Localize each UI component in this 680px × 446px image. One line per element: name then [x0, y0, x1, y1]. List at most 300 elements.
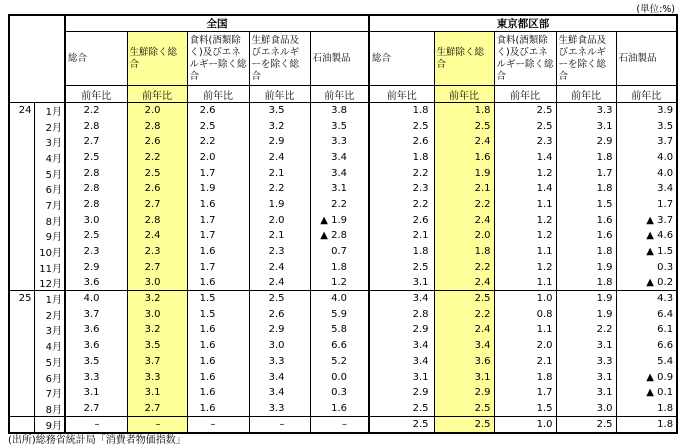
col-header-tokyo-all-items: 総合: [369, 32, 434, 86]
col-header-national-petroleum: 石油製品: [310, 32, 369, 86]
value-cell: 4.0: [616, 165, 677, 181]
value-cell: 2.1: [249, 165, 310, 181]
value-cell: 1.8: [369, 103, 434, 119]
value-cell: 3.0: [65, 212, 127, 228]
col-header-national-ex-food-energy: 食料(酒類除く)及びエネルギー除く総合: [187, 32, 249, 86]
year-cell: [9, 228, 34, 244]
value-cell: 2.4: [434, 134, 494, 150]
column-header-row: [9, 32, 677, 86]
value-cell: 2.2: [249, 181, 310, 197]
value-cell: 3.4: [616, 181, 677, 197]
value-cell: 3.9: [616, 103, 677, 119]
value-cell: 6.6: [310, 338, 369, 354]
value-cell: 3.1: [556, 118, 616, 134]
yoy-header: 前年比: [434, 86, 494, 103]
table-row: [9, 322, 677, 338]
value-cell: 1.8: [556, 150, 616, 166]
value-cell: 2.5: [187, 118, 249, 134]
value-cell: 3.2: [127, 291, 187, 307]
value-cell: 4.0: [310, 291, 369, 307]
year-cell: 25: [9, 291, 34, 307]
value-cell: –: [65, 416, 127, 433]
value-cell: 0.8: [494, 306, 556, 322]
year-cell: [9, 134, 34, 150]
value-cell: –: [310, 416, 369, 433]
value-cell: 2.5: [249, 291, 310, 307]
month-cell: 7月: [34, 197, 65, 213]
col-header-tokyo-ex-fresh-energy: 生鮮食品及びエネルギーを除く総合: [556, 32, 616, 86]
value-cell: 1.8: [494, 369, 556, 385]
value-cell: 0.3: [310, 385, 369, 401]
value-cell: 2.1: [434, 181, 494, 197]
year-cell: [9, 165, 34, 181]
table-row: [9, 338, 677, 354]
value-cell: 3.7: [127, 354, 187, 370]
table-row: [9, 385, 677, 401]
yoy-header: 前年比: [65, 86, 127, 103]
value-cell: 3.3: [556, 103, 616, 119]
value-cell: 2.2: [434, 197, 494, 213]
table-header: [9, 15, 677, 103]
table-row: [9, 244, 677, 260]
year-cell: [9, 212, 34, 228]
value-cell: 2.9: [434, 385, 494, 401]
month-cell: 5月: [34, 354, 65, 370]
value-cell: 1.5: [187, 291, 249, 307]
value-cell: 2.9: [65, 259, 127, 275]
month-cell: 5月: [34, 165, 65, 181]
group-header-row: [9, 15, 677, 32]
value-cell: 2.3: [369, 181, 434, 197]
value-cell: 2.4: [249, 259, 310, 275]
value-cell: 1.6: [187, 338, 249, 354]
table-row: [9, 275, 677, 291]
value-cell: 2.2: [434, 306, 494, 322]
table-row: [9, 306, 677, 322]
value-cell: 2.5: [369, 416, 434, 433]
value-cell: 2.2: [310, 197, 369, 213]
year-cell: [9, 338, 34, 354]
month-cell: 6月: [34, 369, 65, 385]
value-cell: 6.4: [616, 306, 677, 322]
col-header-national-ex-fresh-food: 生鮮除く総合: [127, 32, 187, 86]
value-cell: 0.7: [310, 244, 369, 260]
table-row: [9, 165, 677, 181]
value-cell: 2.3: [65, 244, 127, 260]
value-cell: 1.7: [494, 385, 556, 401]
table-row: [9, 259, 677, 275]
value-cell: ▲ 3.7: [616, 212, 677, 228]
value-cell: 2.7: [127, 401, 187, 417]
value-cell: 2.0: [249, 212, 310, 228]
month-cell: 3月: [34, 134, 65, 150]
table-row: [9, 118, 677, 134]
year-cell: [9, 118, 34, 134]
value-cell: 1.7: [556, 165, 616, 181]
value-cell: 2.1: [249, 228, 310, 244]
table-row: [9, 291, 677, 307]
value-cell: 1.9: [556, 306, 616, 322]
year-cell: [9, 150, 34, 166]
value-cell: 3.5: [616, 118, 677, 134]
value-cell: 1.2: [494, 259, 556, 275]
year-cell: [9, 181, 34, 197]
value-cell: 3.4: [249, 369, 310, 385]
value-cell: 2.7: [127, 259, 187, 275]
value-cell: 2.6: [127, 181, 187, 197]
value-cell: 2.5: [434, 291, 494, 307]
value-cell: 1.8: [434, 103, 494, 119]
value-cell: 1.1: [494, 197, 556, 213]
yoy-header: 前年比: [616, 86, 677, 103]
value-cell: 6.6: [616, 338, 677, 354]
value-cell: 5.2: [310, 354, 369, 370]
value-cell: 2.9: [369, 385, 434, 401]
year-cell: [9, 259, 34, 275]
value-cell: 1.7: [187, 259, 249, 275]
value-cell: 1.6: [434, 150, 494, 166]
value-cell: 1.7: [616, 197, 677, 213]
col-header-national-all-items: 総合: [65, 32, 127, 86]
corner-cell: [9, 15, 65, 103]
value-cell: 3.3: [127, 369, 187, 385]
table-row: [9, 150, 677, 166]
value-cell: 2.3: [127, 244, 187, 260]
value-cell: 2.8: [65, 181, 127, 197]
value-cell: 1.0: [494, 291, 556, 307]
value-cell: 2.5: [65, 150, 127, 166]
col-header-national-ex-fresh-energy: 生鮮食品及びエネルギーを除く総合: [249, 32, 310, 86]
value-cell: 3.3: [65, 369, 127, 385]
value-cell: 3.4: [369, 338, 434, 354]
value-cell: 1.5: [187, 306, 249, 322]
value-cell: ▲ 0.1: [616, 385, 677, 401]
value-cell: 1.6: [310, 401, 369, 417]
value-cell: 2.9: [249, 134, 310, 150]
col-header-tokyo-ex-fresh-food: 生鮮除く総合: [434, 32, 494, 86]
value-cell: 2.8: [369, 306, 434, 322]
value-cell: 1.7: [187, 212, 249, 228]
year-cell: [9, 244, 34, 260]
value-cell: 1.5: [494, 401, 556, 417]
value-cell: 3.4: [434, 338, 494, 354]
value-cell: 1.9: [187, 181, 249, 197]
value-cell: 2.7: [65, 134, 127, 150]
value-cell: 2.7: [127, 197, 187, 213]
value-cell: ▲ 2.8: [310, 228, 369, 244]
value-cell: 2.4: [249, 275, 310, 291]
year-cell: [9, 354, 34, 370]
table-row: [9, 369, 677, 385]
value-cell: 3.1: [556, 385, 616, 401]
value-cell: 1.6: [187, 385, 249, 401]
value-cell: 2.5: [434, 401, 494, 417]
yoy-header: 前年比: [369, 86, 434, 103]
value-cell: 3.1: [434, 369, 494, 385]
month-cell: 7月: [34, 385, 65, 401]
value-cell: 3.5: [127, 338, 187, 354]
month-cell: 4月: [34, 338, 65, 354]
value-cell: 2.5: [494, 103, 556, 119]
value-cell: 2.9: [249, 322, 310, 338]
value-cell: 1.6: [187, 401, 249, 417]
year-cell: [9, 369, 34, 385]
value-cell: 3.6: [65, 322, 127, 338]
value-cell: 1.8: [369, 150, 434, 166]
value-cell: –: [127, 416, 187, 433]
group-header-tokyo: 東京都区部: [369, 15, 677, 32]
value-cell: ▲ 0.9: [616, 369, 677, 385]
value-cell: 2.3: [494, 134, 556, 150]
month-cell: 2月: [34, 306, 65, 322]
value-cell: 3.4: [249, 385, 310, 401]
month-cell: 1月: [34, 103, 65, 119]
value-cell: 3.0: [127, 275, 187, 291]
value-cell: 1.7: [187, 228, 249, 244]
value-cell: 1.6: [187, 244, 249, 260]
value-cell: 1.6: [187, 369, 249, 385]
table-row: [9, 181, 677, 197]
value-cell: 1.6: [187, 354, 249, 370]
year-cell: 24: [9, 103, 34, 119]
value-cell: 2.2: [369, 165, 434, 181]
value-cell: 1.6: [187, 197, 249, 213]
value-cell: 2.6: [369, 212, 434, 228]
yoy-header: 前年比: [187, 86, 249, 103]
value-cell: 3.1: [556, 338, 616, 354]
value-cell: 3.1: [369, 275, 434, 291]
value-cell: 2.0: [127, 103, 187, 119]
value-cell: 3.5: [310, 118, 369, 134]
value-cell: 1.8: [434, 244, 494, 260]
value-cell: 4.3: [616, 291, 677, 307]
value-cell: 5.9: [310, 306, 369, 322]
value-cell: 1.8: [556, 181, 616, 197]
table-row: [9, 134, 677, 150]
value-cell: 3.0: [127, 306, 187, 322]
value-cell: 2.6: [249, 306, 310, 322]
table-row: [9, 228, 677, 244]
value-cell: 3.1: [127, 385, 187, 401]
value-cell: 3.2: [127, 322, 187, 338]
value-cell: 2.9: [556, 134, 616, 150]
value-cell: 2.8: [65, 165, 127, 181]
value-cell: 3.1: [556, 369, 616, 385]
value-cell: 3.4: [310, 150, 369, 166]
value-cell: 5.8: [310, 322, 369, 338]
value-cell: 2.4: [249, 150, 310, 166]
value-cell: 3.7: [616, 134, 677, 150]
value-cell: 3.3: [249, 401, 310, 417]
value-cell: 2.4: [434, 275, 494, 291]
value-cell: 2.2: [187, 134, 249, 150]
value-cell: 1.8: [556, 244, 616, 260]
value-cell: 3.4: [369, 354, 434, 370]
value-cell: 2.5: [369, 259, 434, 275]
value-cell: 1.6: [187, 322, 249, 338]
month-cell: 8月: [34, 212, 65, 228]
value-cell: 2.8: [65, 197, 127, 213]
year-cell: [9, 401, 34, 417]
table-row: [9, 103, 677, 119]
value-cell: 1.7: [187, 165, 249, 181]
value-cell: 1.2: [494, 228, 556, 244]
value-cell: 2.6: [187, 103, 249, 119]
value-cell: 3.6: [65, 338, 127, 354]
table-row: [9, 212, 677, 228]
value-cell: 1.8: [556, 275, 616, 291]
value-cell: 2.5: [434, 118, 494, 134]
value-cell: ▲ 1.9: [310, 212, 369, 228]
value-cell: 1.1: [494, 275, 556, 291]
cpi-table: [8, 14, 678, 434]
value-cell: 2.7: [65, 401, 127, 417]
yoy-header: 前年比: [249, 86, 310, 103]
value-cell: 1.4: [494, 150, 556, 166]
month-cell: 4月: [34, 150, 65, 166]
col-header-tokyo-ex-food-energy: 食料(酒類除く)及びエネルギー除く総合: [494, 32, 556, 86]
value-cell: 2.2: [127, 150, 187, 166]
month-cell: 8月: [34, 401, 65, 417]
month-cell: 6月: [34, 181, 65, 197]
yoy-header-row: [9, 86, 677, 103]
value-cell: ▲ 4.6: [616, 228, 677, 244]
yoy-header: 前年比: [556, 86, 616, 103]
table-row: [9, 197, 677, 213]
value-cell: 1.8: [310, 259, 369, 275]
value-cell: 2.4: [127, 228, 187, 244]
value-cell: 1.9: [434, 165, 494, 181]
value-cell: 3.0: [556, 401, 616, 417]
value-cell: 3.4: [310, 165, 369, 181]
value-cell: 1.8: [616, 416, 677, 433]
value-cell: 2.6: [127, 134, 187, 150]
value-cell: 2.5: [556, 416, 616, 433]
value-cell: 2.5: [127, 165, 187, 181]
value-cell: 2.2: [65, 103, 127, 119]
value-cell: 2.0: [187, 150, 249, 166]
yoy-header: 前年比: [494, 86, 556, 103]
value-cell: 1.0: [494, 416, 556, 433]
value-cell: 1.6: [187, 275, 249, 291]
value-cell: 3.4: [369, 291, 434, 307]
value-cell: 3.7: [65, 306, 127, 322]
value-cell: 1.1: [494, 244, 556, 260]
value-cell: 2.6: [369, 134, 434, 150]
value-cell: 2.5: [369, 118, 434, 134]
value-cell: 2.8: [127, 212, 187, 228]
value-cell: 2.1: [494, 354, 556, 370]
value-cell: 2.8: [65, 118, 127, 134]
value-cell: 3.1: [369, 369, 434, 385]
value-cell: 1.8: [369, 244, 434, 260]
month-cell: 2月: [34, 118, 65, 134]
month-cell: 3月: [34, 322, 65, 338]
value-cell: –: [187, 416, 249, 433]
value-cell: 1.1: [494, 322, 556, 338]
value-cell: 1.6: [556, 212, 616, 228]
table-row: [9, 354, 677, 370]
value-cell: 0.3: [616, 259, 677, 275]
value-cell: –: [249, 416, 310, 433]
month-cell: 1月: [34, 291, 65, 307]
value-cell: 1.2: [310, 275, 369, 291]
value-cell: 2.2: [369, 197, 434, 213]
value-cell: 3.6: [65, 275, 127, 291]
value-cell: 2.4: [434, 322, 494, 338]
table-body: [9, 103, 677, 433]
unit-label: (単位:%): [636, 4, 675, 15]
month-cell: 9月: [34, 416, 65, 433]
year-cell: [9, 322, 34, 338]
value-cell: ▲ 0.2: [616, 275, 677, 291]
value-cell: 2.3: [249, 244, 310, 260]
value-cell: 2.5: [434, 416, 494, 433]
value-cell: 0.0: [310, 369, 369, 385]
yoy-header: 前年比: [127, 86, 187, 103]
table-row: [9, 401, 677, 417]
value-cell: ▲ 1.5: [616, 244, 677, 260]
value-cell: 1.6: [556, 228, 616, 244]
value-cell: 2.5: [369, 401, 434, 417]
value-cell: 3.5: [249, 103, 310, 119]
value-cell: 3.6: [434, 354, 494, 370]
value-cell: 4.0: [65, 291, 127, 307]
value-cell: 2.5: [494, 118, 556, 134]
year-cell: [9, 197, 34, 213]
value-cell: 3.3: [556, 354, 616, 370]
source-note: (出所)総務省統計局「消費者物価指数」: [8, 435, 186, 446]
month-cell: 11月: [34, 259, 65, 275]
value-cell: 2.0: [434, 228, 494, 244]
yoy-header: 前年比: [310, 86, 369, 103]
col-header-tokyo-petroleum: 石油製品: [616, 32, 677, 86]
group-header-national: 全国: [65, 15, 369, 32]
value-cell: 3.1: [310, 181, 369, 197]
value-cell: 2.5: [65, 228, 127, 244]
value-cell: 3.2: [249, 118, 310, 134]
year-cell: [9, 275, 34, 291]
year-cell: [9, 306, 34, 322]
year-cell: [9, 385, 34, 401]
value-cell: 1.5: [556, 197, 616, 213]
value-cell: 2.2: [434, 259, 494, 275]
month-cell: 9月: [34, 228, 65, 244]
value-cell: 3.8: [310, 103, 369, 119]
value-cell: 3.5: [65, 354, 127, 370]
value-cell: 2.8: [127, 118, 187, 134]
value-cell: 5.4: [616, 354, 677, 370]
value-cell: 2.1: [369, 228, 434, 244]
value-cell: 2.9: [369, 322, 434, 338]
value-cell: 6.1: [616, 322, 677, 338]
value-cell: 2.4: [434, 212, 494, 228]
month-cell: 10月: [34, 244, 65, 260]
value-cell: 1.9: [556, 291, 616, 307]
value-cell: 1.2: [494, 212, 556, 228]
value-cell: 1.9: [556, 259, 616, 275]
value-cell: 1.2: [494, 165, 556, 181]
value-cell: 3.3: [249, 354, 310, 370]
value-cell: 1.8: [616, 401, 677, 417]
value-cell: 4.0: [616, 150, 677, 166]
month-cell: 12月: [34, 275, 65, 291]
value-cell: 2.2: [556, 322, 616, 338]
value-cell: 3.0: [249, 338, 310, 354]
value-cell: 2.0: [494, 338, 556, 354]
value-cell: 3.3: [310, 134, 369, 150]
value-cell: 1.9: [249, 197, 310, 213]
